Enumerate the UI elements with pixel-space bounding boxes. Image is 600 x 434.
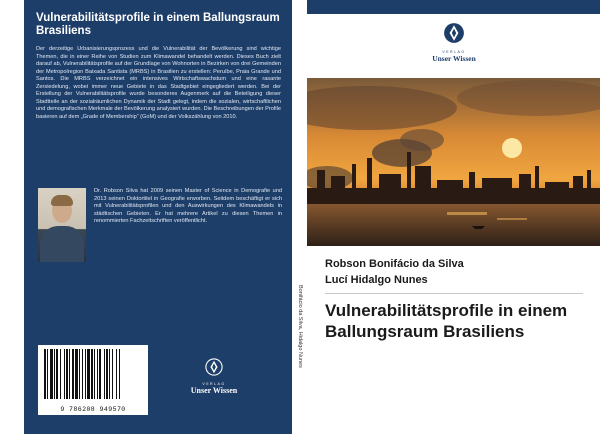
cover-photo-industrial-sunset [307,78,600,246]
front-publisher-logo [424,22,484,63]
back-publisher-logo [184,358,244,395]
divider [325,293,583,294]
publisher-emblem-icon [443,22,465,44]
spine-authors: Bonifácio da Silva, Hidalgo Nunes [297,285,303,368]
barcode-bars [42,349,144,401]
isbn-barcode [38,345,148,415]
front-logo-verlag: VERLAG [442,50,466,54]
publisher-emblem-icon [205,358,223,376]
author-bio: Dr. Robson Silva hat 2009 seinen Master of Science in Demografie und 2013 seinen Doktortitel in Geografie erworben. Seitdem beschäftigt er sich mit Vulnerabilitätsprofilen und den Auswirkungen des Klimawandels in städtischen Gebieten. Er hat mehrere Artikel zu diesen Themen in renommierten Fachzeitschriften veröffentlicht. [94,188,282,224]
barcode-digits: 9 786208 949570 [60,406,126,413]
front-logo-name: Unser Wissen [432,54,476,63]
author-name: Robson Bonifácio da Silva [325,258,464,270]
front-top-band [307,0,600,14]
front-cover [307,0,600,434]
front-authors [325,256,464,288]
author-name: Lucí Hidalgo Nunes [325,274,428,286]
author-photo [38,188,86,262]
back-cover-description: Der derzeitige Urbanisierungsprozess und die Vulnerabilität der Bevölkerung sind wichtige Themen, die in einer Reihe von Studien zum Klimawandel behandelt werden. Dieses Buch zielt darauf ab, Vulnerabilitätsprofile auf der Grundlage von Wohnorten in Bezirken von drei Gemeinden der Metropolregion Baixada Santista (MRBS) in Brasilien zu erstellen: Peruíbe, Praia Grande und Santos. Die MRBS verzeichnet ein intensives Wirtschaftswachstum und eine rasante Zersiedelung, wobei immer neue Gebiete in das Stadtgebiet eingegliedert werden. Bei der Erstellung der Vulnerabilitätsprofile wurde besonderes Augenmerk auf die Beteiligung dieser Stadtteile an der sozialräumlichen Dynamik der Stadt gelegt, indem die sozialen, wirtschaftlichen und demografischen Merkmale der Bevölkerung analysiert wurden. Die Beschreibungen der Profile basieren auf dem „Grade of Membership“ (GoM) und der Volkszählung von 2010. [36,46,282,120]
back-cover [24,0,292,434]
back-cover-title: Vulnerabilitätsprofile in einem Ballungsraum Brasiliens [36,12,280,37]
back-logo-verlag: VERLAG [202,382,226,386]
front-cover-title: Vulnerabilitätsprofile in einem Ballungsraum Brasiliens [325,301,568,341]
back-logo-name: Unser Wissen [190,386,238,395]
